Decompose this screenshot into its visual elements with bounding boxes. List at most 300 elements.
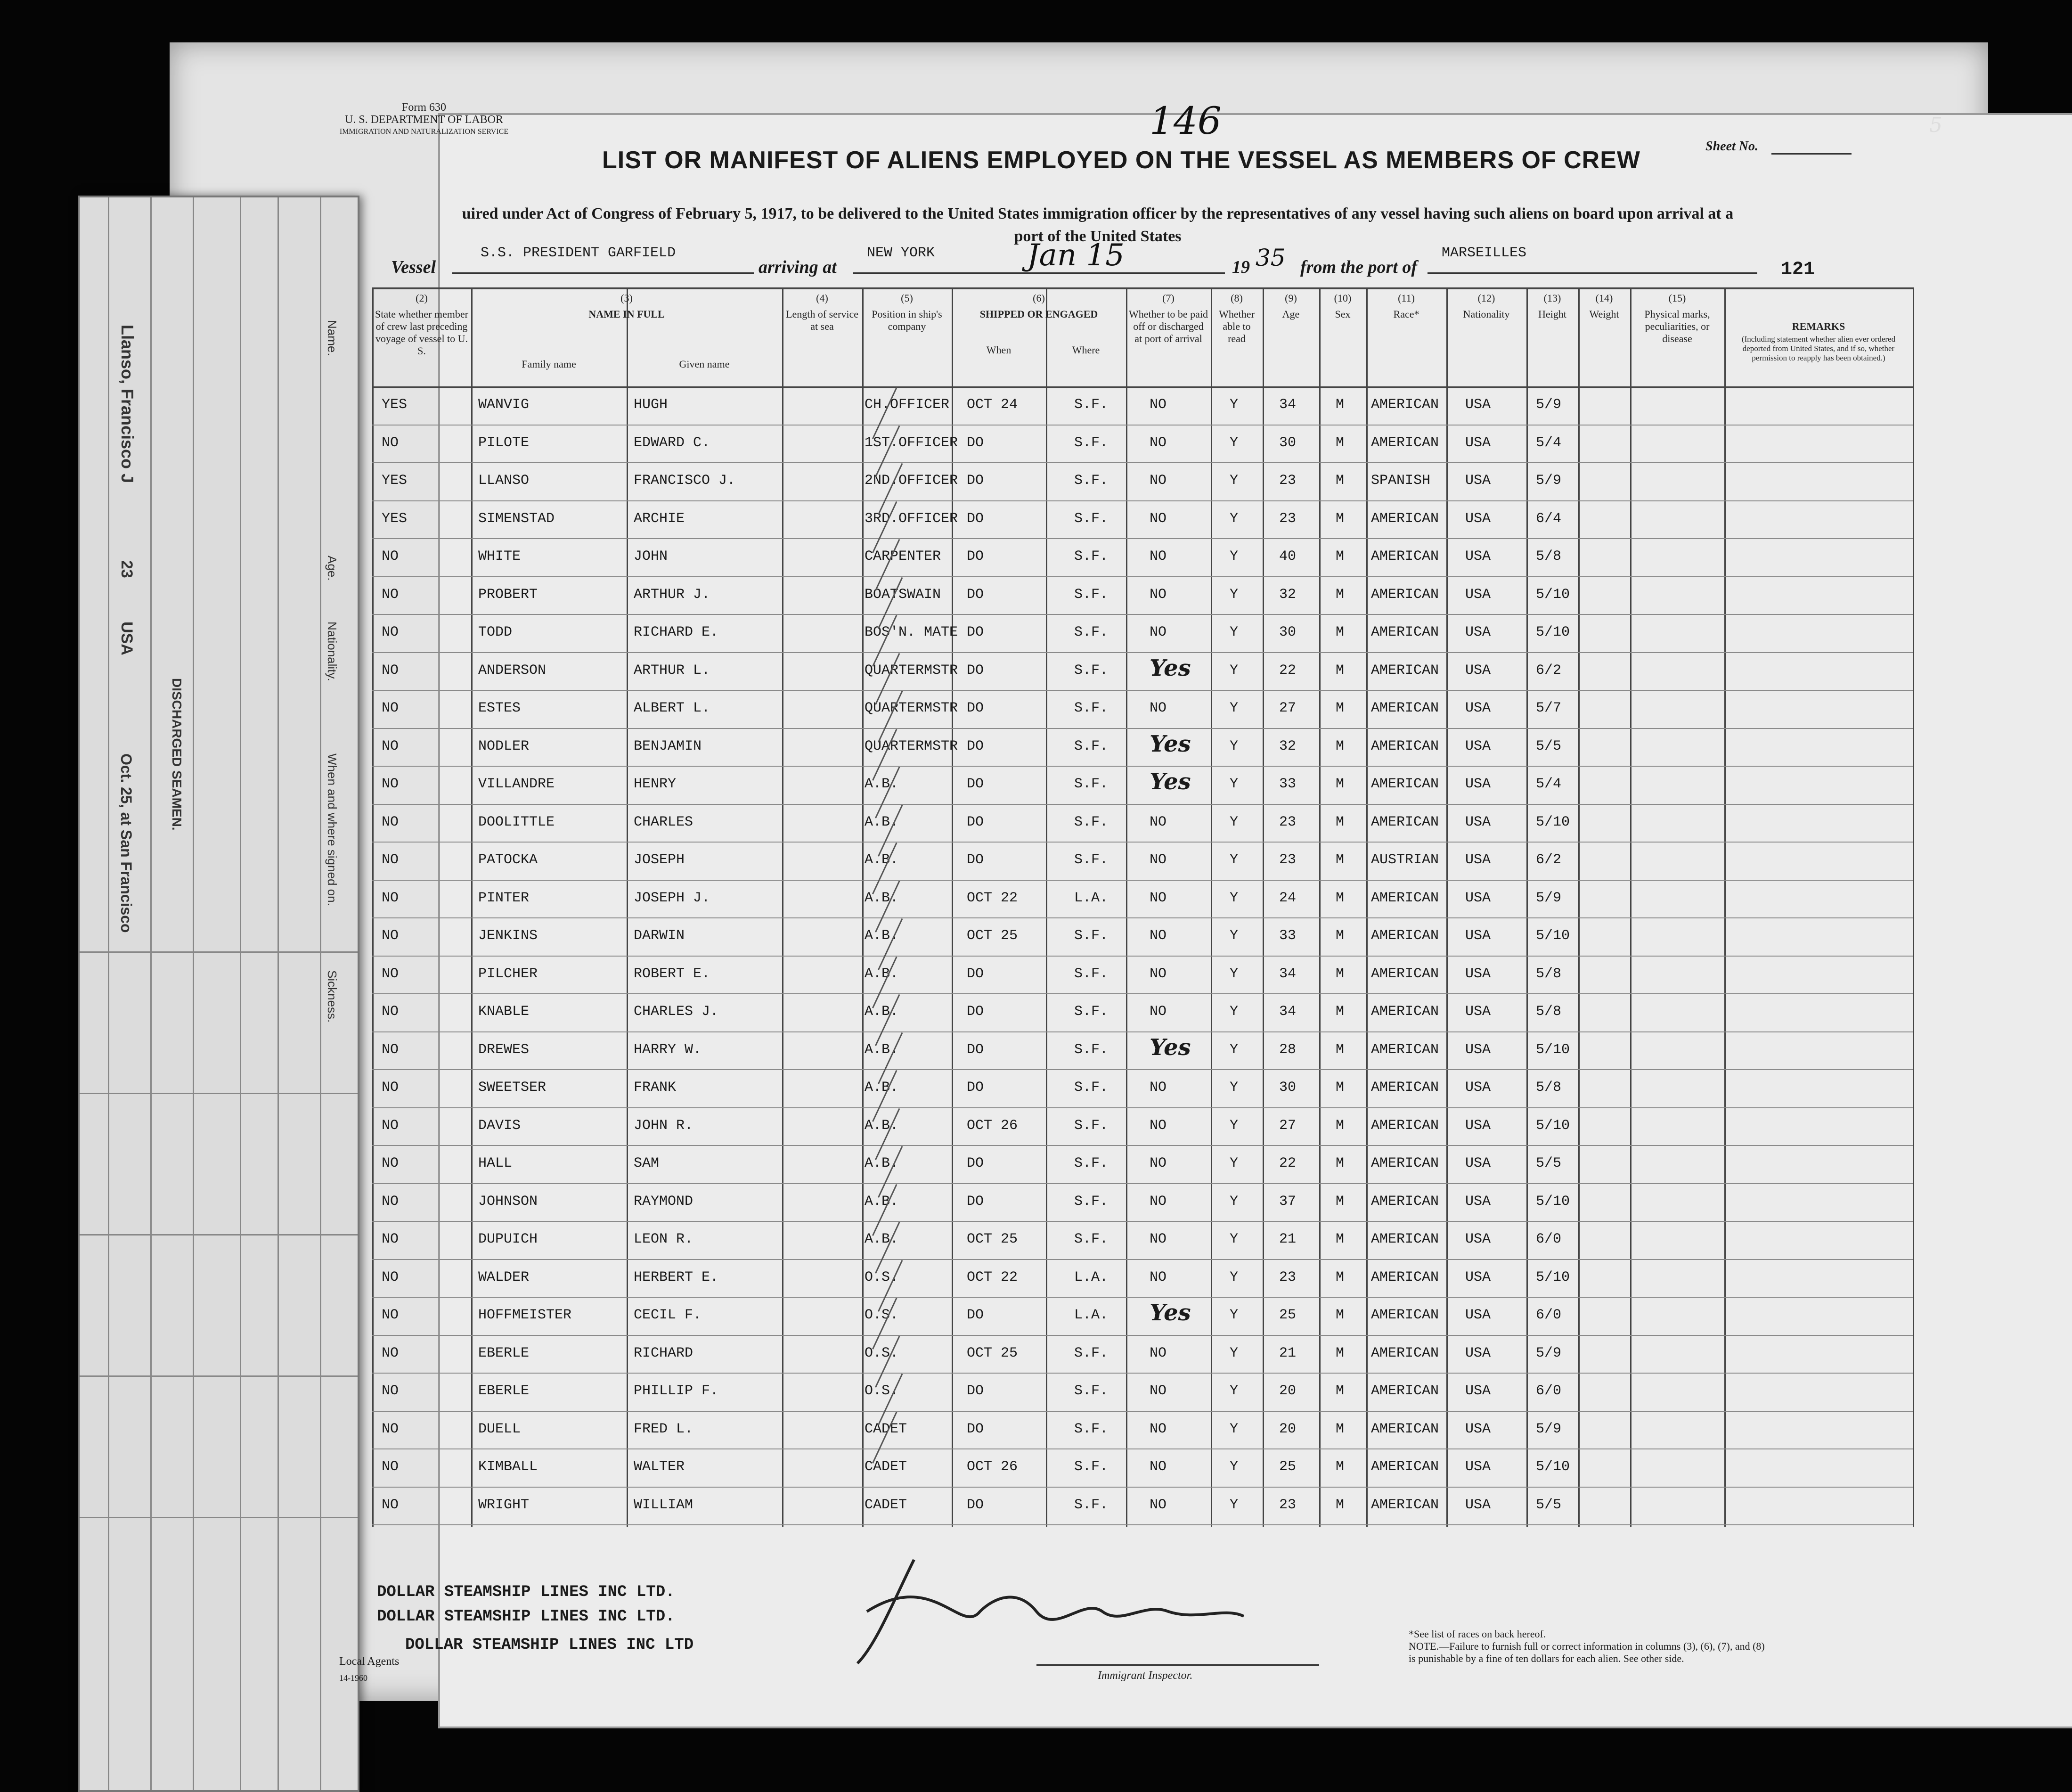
cell-paid: NO: [1150, 548, 1167, 565]
cell-when: OCT 24: [967, 397, 1018, 413]
cell-race: AMERICAN: [1371, 434, 1439, 451]
cell-given: HARRY W.: [634, 1041, 702, 1058]
cell-position: 3RD.OFFICER: [865, 510, 958, 527]
cell-position: A.B.: [865, 1041, 899, 1058]
cell-family: KNABLE: [478, 1004, 530, 1020]
cell-paid: Yes: [1150, 1300, 1191, 1326]
cell-when: DO: [967, 473, 984, 489]
cell-sex: M: [1336, 434, 1345, 451]
cell-read: Y: [1230, 1497, 1239, 1513]
table-row-rule: [372, 1524, 1913, 1525]
cell-position: O.S.: [865, 1307, 899, 1323]
cell-sex: M: [1336, 1155, 1345, 1171]
cell-where: S.F.: [1074, 1345, 1109, 1361]
slip-signed-header: When and where signed on.: [325, 753, 339, 906]
cell-height: 5/8: [1536, 1004, 1562, 1020]
cell-sex: M: [1336, 1459, 1345, 1475]
slip-row-rule: [80, 1093, 358, 1094]
sheet-no-label: Sheet No.: [1705, 139, 1758, 154]
cell-prev: NO: [382, 1421, 399, 1437]
cell-age: 34: [1279, 1004, 1297, 1020]
cell-where: L.A.: [1074, 890, 1109, 906]
column-header: Position in ship's company: [872, 308, 942, 332]
cell-nat: USA: [1465, 1155, 1491, 1171]
cell-sex: M: [1336, 1383, 1345, 1399]
cell-prev: NO: [382, 1307, 399, 1323]
cell-when: DO: [967, 1307, 984, 1323]
cell-family: VILLANDRE: [478, 776, 555, 792]
cell-prev: NO: [382, 1497, 399, 1513]
table-column-rule: [1913, 287, 1914, 1527]
arriving-label: arriving at: [759, 257, 837, 277]
cell-nat: USA: [1465, 966, 1491, 982]
cell-sex: M: [1336, 1269, 1345, 1285]
cell-family: KIMBALL: [478, 1459, 538, 1475]
cell-sex: M: [1336, 1307, 1345, 1323]
cell-family: PINTER: [478, 890, 530, 906]
column-number: (6): [1033, 292, 1045, 304]
cell-paid: Yes: [1150, 1034, 1191, 1061]
table-row-rule: [372, 1221, 1913, 1222]
cell-prev: NO: [382, 1269, 399, 1285]
column-number: (8): [1231, 292, 1243, 304]
cell-read: Y: [1230, 814, 1239, 830]
cell-prev: NO: [382, 1117, 399, 1134]
cell-family: WHITE: [478, 548, 521, 565]
cell-paid: NO: [1150, 1421, 1167, 1437]
cell-when: DO: [967, 852, 984, 868]
cell-position: A.B.: [865, 1117, 899, 1134]
cell-family: NODLER: [478, 738, 530, 754]
footer-notes: [1409, 1628, 1950, 1665]
form-number: Form 630: [401, 101, 446, 114]
cell-nat: USA: [1465, 1307, 1491, 1323]
cell-paid: NO: [1150, 1269, 1167, 1285]
cell-where: S.F.: [1074, 1421, 1109, 1437]
cell-where: S.F.: [1074, 1383, 1109, 1399]
cell-height: 6/4: [1536, 510, 1562, 527]
cell-prev: NO: [382, 1155, 399, 1171]
cell-height: 5/10: [1536, 1459, 1570, 1475]
cell-given: LEON R.: [634, 1231, 693, 1247]
column-header: Given name: [679, 358, 730, 370]
cell-nat: USA: [1465, 662, 1491, 679]
cell-given: FRED L.: [634, 1421, 693, 1437]
cell-race: AUSTRIAN: [1371, 852, 1439, 868]
cell-race: AMERICAN: [1371, 662, 1439, 679]
cell-age: 32: [1279, 586, 1297, 603]
cell-where: L.A.: [1074, 1307, 1109, 1323]
cell-where: S.F.: [1074, 662, 1109, 679]
cell-nat: USA: [1465, 1269, 1491, 1285]
cell-nat: USA: [1465, 852, 1491, 868]
cell-read: Y: [1230, 586, 1239, 603]
table-row-rule: [372, 1487, 1913, 1488]
slip-sickness-header: Sickness.: [325, 970, 339, 1023]
cell-prev: NO: [382, 1345, 399, 1361]
table-column-rule: [1526, 287, 1528, 1527]
cell-read: Y: [1230, 738, 1239, 754]
from-port-label: from the port of: [1300, 257, 1418, 277]
cell-paid: NO: [1150, 1155, 1167, 1171]
cell-family: WRIGHT: [478, 1497, 530, 1513]
cell-read: Y: [1230, 662, 1239, 679]
cell-prev: NO: [382, 1383, 399, 1399]
column-header: Physical marks, peculiarities, or disease: [1644, 308, 1710, 344]
cell-race: AMERICAN: [1371, 397, 1439, 413]
year-prefix: 19: [1232, 257, 1250, 277]
column-number: (7): [1162, 292, 1175, 304]
cell-nat: USA: [1465, 1345, 1491, 1361]
cell-prev: NO: [382, 1041, 399, 1058]
cell-paid: Yes: [1150, 730, 1191, 757]
cell-position: A.B.: [865, 966, 899, 982]
cell-sex: M: [1336, 1080, 1345, 1096]
cell-prev: NO: [382, 548, 399, 565]
arrival-date-handwritten: Jan 15: [1027, 238, 1125, 273]
cell-family: JENKINS: [478, 928, 538, 944]
cell-read: Y: [1230, 510, 1239, 527]
cell-prev: YES: [382, 510, 408, 527]
cell-prev: NO: [382, 434, 399, 451]
cell-sex: M: [1336, 928, 1345, 944]
cell-position: A.B.: [865, 776, 899, 792]
slip-rule: [150, 197, 152, 1790]
cell-paid: NO: [1150, 1231, 1167, 1247]
cell-height: 5/8: [1536, 1080, 1562, 1096]
slip-entry-age: 23: [118, 560, 136, 578]
cell-paid: NO: [1150, 1117, 1167, 1134]
slip-name-header: Name.: [325, 320, 339, 356]
cell-race: AMERICAN: [1371, 1117, 1439, 1134]
cell-when: DO: [967, 1004, 984, 1020]
column-header: Weight: [1589, 308, 1619, 320]
cell-race: AMERICAN: [1371, 738, 1439, 754]
cell-height: 5/8: [1536, 548, 1562, 565]
cell-position: QUARTERMSTR: [865, 738, 958, 754]
cell-where: S.F.: [1074, 586, 1109, 603]
cell-paid: NO: [1150, 473, 1167, 489]
cell-prev: NO: [382, 1004, 399, 1020]
cell-paid: NO: [1150, 510, 1167, 527]
slip-rule: [320, 197, 321, 1790]
cell-race: AMERICAN: [1371, 1421, 1439, 1437]
cell-family: SWEETSER: [478, 1080, 547, 1096]
table-column-rule: [1578, 287, 1580, 1527]
cell-race: AMERICAN: [1371, 1269, 1439, 1285]
cell-family: SIMENSTAD: [478, 510, 555, 527]
cell-position: CADET: [865, 1459, 907, 1475]
column-header: SHIPPED OR ENGAGED: [979, 308, 1098, 320]
cell-position: A.B.: [865, 1155, 899, 1171]
cell-age: 21: [1279, 1345, 1297, 1361]
cell-nat: USA: [1465, 700, 1491, 716]
footer-note-1: *See list of races on back hereof.: [1409, 1628, 1546, 1640]
cell-sex: M: [1336, 776, 1345, 792]
cell-read: Y: [1230, 1459, 1239, 1475]
cell-height: 5/7: [1536, 700, 1562, 716]
cell-nat: USA: [1465, 586, 1491, 603]
cell-prev: NO: [382, 738, 399, 754]
cell-where: S.F.: [1074, 434, 1109, 451]
cell-nat: USA: [1465, 1231, 1491, 1247]
cell-position: BOS'N. MATE: [865, 624, 958, 640]
subtitle-line-1: uired under Act of Congress of February 5, 1917, to be delivered to the United States immigration officer by the representatives of any vessel having such aliens on board upon arrival at a: [462, 205, 1734, 222]
cell-height: 5/5: [1536, 1497, 1562, 1513]
cell-sex: M: [1336, 510, 1345, 527]
cell-where: S.F.: [1074, 700, 1109, 716]
cell-height: 5/9: [1536, 890, 1562, 906]
year-suffix: 35: [1256, 244, 1286, 271]
cell-where: S.F.: [1074, 397, 1109, 413]
cell-family: HALL: [478, 1155, 513, 1171]
cell-nat: USA: [1465, 1117, 1491, 1134]
slip-nationality-header: Nationality.: [325, 622, 339, 681]
cell-where: S.F.: [1074, 1459, 1109, 1475]
cell-family: EBERLE: [478, 1383, 530, 1399]
cell-given: ARTHUR L.: [634, 662, 710, 679]
table-row-rule: [372, 1031, 1913, 1032]
cell-age: 40: [1279, 548, 1297, 565]
cell-family: JOHNSON: [478, 1193, 538, 1210]
cell-height: 5/9: [1536, 473, 1562, 489]
cell-nat: USA: [1465, 890, 1491, 906]
arriving-port: NEW YORK: [867, 245, 935, 261]
cell-nat: USA: [1465, 738, 1491, 754]
cell-read: Y: [1230, 1155, 1239, 1171]
table-column-rule: [1366, 287, 1368, 1527]
cell-sex: M: [1336, 1004, 1345, 1020]
cell-when: DO: [967, 814, 984, 830]
cell-height: 5/10: [1536, 586, 1570, 603]
cell-read: Y: [1230, 1004, 1239, 1020]
cell-when: DO: [967, 1497, 984, 1513]
cell-sex: M: [1336, 1231, 1345, 1247]
cell-paid: NO: [1150, 852, 1167, 868]
cell-race: AMERICAN: [1371, 1231, 1439, 1247]
footer-stamp-2: DOLLAR STEAMSHIP LINES INC LTD.: [377, 1608, 675, 1626]
cell-family: ESTES: [478, 700, 521, 716]
slip-title: DISCHARGED SEAMEN.: [170, 678, 184, 831]
cell-nat: USA: [1465, 1459, 1491, 1475]
cell-prev: NO: [382, 586, 399, 603]
column-number: (3): [620, 292, 633, 304]
cell-where: S.F.: [1074, 738, 1109, 754]
cell-read: Y: [1230, 548, 1239, 565]
cell-position: BOATSWAIN: [865, 586, 941, 603]
column-header: (Including statement whether alien ever ordered deported from United States, and if so, whether permission to reapply has been obtained.): [1741, 335, 1896, 362]
cell-nat: USA: [1465, 1421, 1491, 1437]
column-header: NAME IN FULL: [588, 308, 665, 320]
cell-read: Y: [1230, 1080, 1239, 1096]
cell-where: S.F.: [1074, 776, 1109, 792]
arriving-line: [853, 272, 1225, 274]
table-row-rule: [372, 956, 1913, 957]
slip-age-header: Age.: [325, 556, 339, 581]
table-row-rule: [372, 690, 1913, 691]
slip-rule: [240, 197, 241, 1790]
column-number: (13): [1543, 292, 1561, 304]
table-column-rule: [1446, 287, 1448, 1527]
slip-row-rule: [80, 951, 358, 953]
column-number: (11): [1398, 292, 1415, 304]
column-header: State whether member of crew last preceding voyage of vessel to U. S.: [375, 308, 468, 357]
cell-race: AMERICAN: [1371, 890, 1439, 906]
cell-when: DO: [967, 548, 984, 565]
cell-height: 5/10: [1536, 814, 1570, 830]
cell-where: S.F.: [1074, 473, 1109, 489]
cell-sex: M: [1336, 1345, 1345, 1361]
cell-nat: USA: [1465, 548, 1491, 565]
table-row-rule: [372, 462, 1913, 463]
cell-read: Y: [1230, 928, 1239, 944]
cell-when: OCT 22: [967, 890, 1018, 906]
cell-race: AMERICAN: [1371, 776, 1439, 792]
cell-when: DO: [967, 1041, 984, 1058]
cell-age: 27: [1279, 1117, 1297, 1134]
cell-position: O.S.: [865, 1269, 899, 1285]
cell-family: DAVIS: [478, 1117, 521, 1134]
cell-family: DREWES: [478, 1041, 530, 1058]
cell-given: SAM: [634, 1155, 660, 1171]
table-row-rule: [372, 576, 1913, 577]
cell-race: AMERICAN: [1371, 1080, 1439, 1096]
cell-race: AMERICAN: [1371, 966, 1439, 982]
local-agents-label: Local Agents: [339, 1655, 400, 1668]
table-column-rule: [1319, 287, 1321, 1527]
cell-where: S.F.: [1074, 814, 1109, 830]
cell-family: PILOTE: [478, 434, 530, 451]
cell-where: L.A.: [1074, 1269, 1109, 1285]
cell-sex: M: [1336, 966, 1345, 982]
sheet-no-line: [1771, 153, 1852, 155]
table-column-rule: [627, 287, 628, 1527]
cell-prev: NO: [382, 700, 399, 716]
page-title: LIST OR MANIFEST OF ALIENS EMPLOYED ON THE VESSEL AS MEMBERS OF CREW: [602, 147, 1640, 174]
cell-nat: USA: [1465, 776, 1491, 792]
cell-position: CH.OFFICER: [865, 397, 950, 413]
cell-nat: USA: [1465, 1193, 1491, 1210]
cell-age: 34: [1279, 966, 1297, 982]
cell-position: O.S.: [865, 1383, 899, 1399]
cell-age: 23: [1279, 1497, 1297, 1513]
column-number: (10): [1334, 292, 1352, 304]
corner-mark: 5: [1929, 113, 1942, 137]
cell-paid: NO: [1150, 966, 1167, 982]
cell-prev: YES: [382, 473, 408, 489]
cell-age: 23: [1279, 510, 1297, 527]
inspector-signature: [839, 1541, 1263, 1682]
cell-when: DO: [967, 700, 984, 716]
cell-given: HUGH: [634, 397, 668, 413]
cell-position: A.B.: [865, 1193, 899, 1210]
table-row-rule: [372, 1259, 1913, 1260]
cell-age: 22: [1279, 1155, 1297, 1171]
cell-age: 23: [1279, 814, 1297, 830]
cell-given: ARTHUR J.: [634, 586, 710, 603]
cell-read: Y: [1230, 1269, 1239, 1285]
cell-given: ARCHIE: [634, 510, 685, 527]
cell-prev: NO: [382, 966, 399, 982]
column-number: (2): [416, 292, 428, 304]
cell-height: 5/9: [1536, 1345, 1562, 1361]
table-row-rule: [372, 880, 1913, 881]
cell-sex: M: [1336, 852, 1345, 868]
cell-prev: NO: [382, 662, 399, 679]
cell-given: CECIL F.: [634, 1307, 702, 1323]
cell-read: Y: [1230, 1421, 1239, 1437]
cell-read: Y: [1230, 1193, 1239, 1210]
cell-when: OCT 22: [967, 1269, 1018, 1285]
column-header: Whether able to read: [1219, 308, 1255, 344]
table-row-rule: [372, 804, 1913, 805]
cell-when: OCT 25: [967, 928, 1018, 944]
slip-rule: [277, 197, 279, 1790]
cell-nat: USA: [1465, 1041, 1491, 1058]
cell-nat: USA: [1465, 397, 1491, 413]
cell-age: 33: [1279, 928, 1297, 944]
cell-sex: M: [1336, 586, 1345, 603]
cell-family: EBERLE: [478, 1345, 530, 1361]
slip-entry-nationality: USA: [118, 622, 136, 655]
cell-given: JOHN R.: [634, 1117, 693, 1134]
cell-when: OCT 25: [967, 1231, 1018, 1247]
cell-where: S.F.: [1074, 1117, 1109, 1134]
cell-sex: M: [1336, 738, 1345, 754]
table-row-rule: [372, 1297, 1913, 1298]
cell-read: Y: [1230, 1117, 1239, 1134]
cell-age: 27: [1279, 700, 1297, 716]
slip-row-rule: [80, 1234, 358, 1236]
cell-given: JOHN: [634, 548, 668, 565]
cell-prev: YES: [382, 397, 408, 413]
cell-height: 5/9: [1536, 397, 1562, 413]
cell-when: DO: [967, 510, 984, 527]
cell-when: DO: [967, 1383, 984, 1399]
cell-paid: Yes: [1150, 769, 1191, 795]
cell-paid: NO: [1150, 586, 1167, 603]
cell-sex: M: [1336, 814, 1345, 830]
cell-position: A.B.: [865, 1080, 899, 1096]
cell-nat: USA: [1465, 624, 1491, 640]
cell-where: S.F.: [1074, 928, 1109, 944]
table-row-rule: [372, 728, 1913, 729]
table-row-rule: [372, 1069, 1913, 1070]
cell-prev: NO: [382, 1080, 399, 1096]
cell-family: ANDERSON: [478, 662, 547, 679]
cell-prev: NO: [382, 852, 399, 868]
cell-height: 5/8: [1536, 966, 1562, 982]
cell-prev: NO: [382, 1459, 399, 1475]
cell-given: HENRY: [634, 776, 677, 792]
cell-read: Y: [1230, 473, 1239, 489]
column-header: Whether to be paid off or discharged at port of arrival: [1129, 308, 1208, 344]
cell-position: A.B.: [865, 814, 899, 830]
vessel-line: [452, 272, 754, 274]
cell-sex: M: [1336, 397, 1345, 413]
cell-when: DO: [967, 662, 984, 679]
cell-height: 5/10: [1536, 1041, 1570, 1058]
cell-paid: NO: [1150, 814, 1167, 830]
cell-age: 20: [1279, 1383, 1297, 1399]
form-header-block: [325, 101, 523, 138]
column-number: (5): [901, 292, 913, 304]
cell-height: 6/0: [1536, 1231, 1562, 1247]
cell-paid: NO: [1150, 1080, 1167, 1096]
cell-race: AMERICAN: [1371, 1345, 1439, 1361]
cell-when: DO: [967, 434, 984, 451]
cell-paid: NO: [1150, 1497, 1167, 1513]
